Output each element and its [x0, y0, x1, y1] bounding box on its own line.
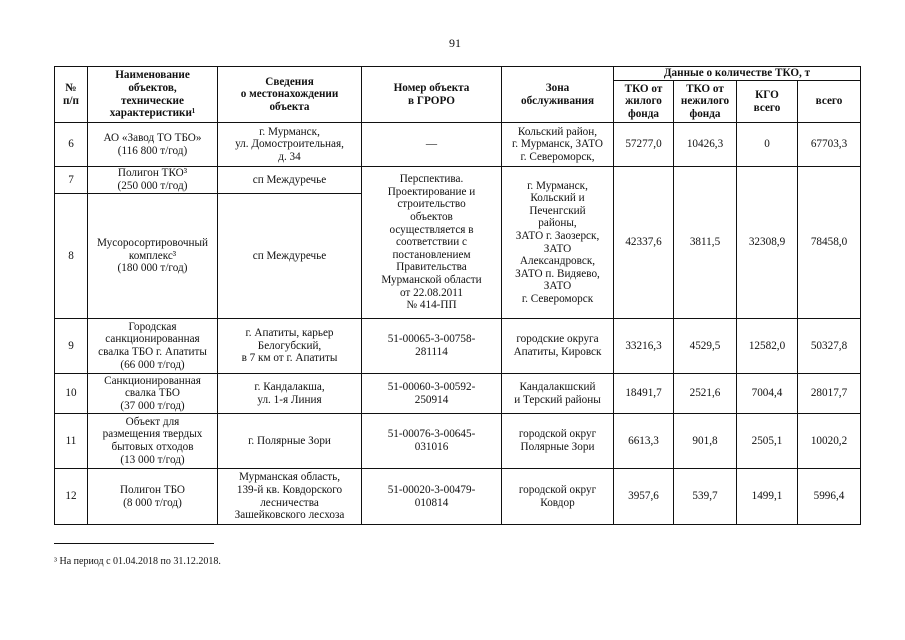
cell-tko-nonhousing: 901,8: [674, 414, 737, 469]
footnote: ³ На период с 01.04.2018 по 31.12.2018.: [54, 556, 221, 567]
cell-location: сп Междуречье: [218, 167, 362, 194]
table-row: [55, 469, 861, 525]
cell-tko-housing: 3957,6: [614, 469, 674, 525]
cell-zone: Кандалакшский и Терский районы: [502, 374, 614, 414]
cell-zone: городские округа Апатиты, Кировск: [502, 319, 614, 374]
cell-tko-housing: 33216,3: [614, 319, 674, 374]
cell-tko-nonhousing: 2521,6: [674, 374, 737, 414]
header-tko-housing: ТКО от жилого фонда: [614, 81, 674, 123]
header-name: Наименование объектов, технические характеристики¹: [88, 67, 218, 123]
header-location: Сведения о местонахождении объекта: [218, 67, 362, 123]
cell-groro-merged: Перспектива. Проектирование и строительство объектов осуществляется в соответствии с постановлением Правительства Мурманской области от 22.08.2011 № 414-ПП: [362, 167, 502, 319]
header-tko-nonhousing: ТКО от нежилого фонда: [674, 81, 737, 123]
cell-location: г. Апатиты, карьер Белогубский, в 7 км от г. Апатиты: [218, 319, 362, 374]
cell-num: 11: [55, 414, 88, 469]
table-row: [55, 123, 861, 167]
header-total: всего: [798, 81, 861, 123]
cell-location: г. Кандалакша, ул. 1-я Линия: [218, 374, 362, 414]
cell-name: Полигон ТБО (8 000 т/год): [88, 469, 218, 525]
cell-location: Мурманская область, 139-й кв. Ковдорского лесничества Зашейковского лесхоза: [218, 469, 362, 525]
cell-num: 6: [55, 123, 88, 167]
cell-location: сп Междуречье: [218, 194, 362, 319]
cell-zone: Кольский район, г. Мурманск, ЗАТО г. Североморск,: [502, 123, 614, 167]
cell-kgo: 12582,0: [737, 319, 798, 374]
cell-total: 5996,4: [798, 469, 861, 525]
cell-zone-merged: г. Мурманск, Кольский и Печенгский районы, ЗАТО г. Заозерск, ЗАТО Александровск, ЗАТО п. Видяево, ЗАТО г. Североморск: [502, 167, 614, 319]
page-number: 91: [449, 36, 461, 50]
cell-location: г. Мурманск, ул. Домостроительная, д. 34: [218, 123, 362, 167]
cell-kgo-merged: 32308,9: [737, 167, 798, 319]
cell-zone: городской округ Полярные Зори: [502, 414, 614, 469]
cell-name: Городская санкционированная свалка ТБО г. Апатиты (66 000 т/год): [88, 319, 218, 374]
cell-name: Полигон ТКО³ (250 000 т/год): [88, 167, 218, 194]
cell-groro: 51-00065-3-00758- 281114: [362, 319, 502, 374]
cell-kgo: 2505,1: [737, 414, 798, 469]
cell-kgo: 7004,4: [737, 374, 798, 414]
cell-tko-nonhousing: 4529,5: [674, 319, 737, 374]
cell-name: Санкционированная свалка ТБО (37 000 т/год): [88, 374, 218, 414]
header-num: № п/п: [55, 67, 88, 123]
header-kgo: КГО всего: [737, 81, 798, 123]
cell-tko-nonhousing-merged: 3811,5: [674, 167, 737, 319]
cell-num: 7: [55, 167, 88, 194]
cell-name: Объект для размещения твердых бытовых отходов (13 000 т/год): [88, 414, 218, 469]
cell-tko-nonhousing: 10426,3: [674, 123, 737, 167]
cell-num: 9: [55, 319, 88, 374]
cell-groro: —: [362, 123, 502, 167]
cell-tko-housing: 6613,3: [614, 414, 674, 469]
cell-num: 8: [55, 194, 88, 319]
cell-total: 10020,2: [798, 414, 861, 469]
cell-zone: городской округ Ковдор: [502, 469, 614, 525]
cell-groro: 51-00060-3-00592- 250914: [362, 374, 502, 414]
cell-kgo: 0: [737, 123, 798, 167]
cell-groro: 51-00020-3-00479- 010814: [362, 469, 502, 525]
cell-total-merged: 78458,0: [798, 167, 861, 319]
cell-groro: 51-00076-3-00645- 031016: [362, 414, 502, 469]
cell-name: АО «Завод ТО ТБО» (116 800 т/год): [88, 123, 218, 167]
cell-name: Мусоросортировочный комплекс³ (180 000 т/год): [88, 194, 218, 319]
table-row: [55, 414, 861, 469]
cell-num: 12: [55, 469, 88, 525]
table-row: [55, 167, 861, 194]
cell-tko-housing-merged: 42337,6: [614, 167, 674, 319]
cell-location: г. Полярные Зори: [218, 414, 362, 469]
cell-kgo: 1499,1: [737, 469, 798, 525]
waste-facilities-table: [54, 66, 861, 525]
cell-tko-housing: 57277,0: [614, 123, 674, 167]
header-zone: Зона обслуживания: [502, 67, 614, 123]
header-tko-group: Данные о количестве ТКО, т: [614, 67, 861, 81]
table-row: [55, 374, 861, 414]
cell-total: 28017,7: [798, 374, 861, 414]
cell-total: 67703,3: [798, 123, 861, 167]
footnote-divider: [54, 543, 214, 544]
cell-tko-housing: 18491,7: [614, 374, 674, 414]
table-row: [55, 319, 861, 374]
cell-num: 10: [55, 374, 88, 414]
cell-total: 50327,8: [798, 319, 861, 374]
header-groro: Номер объекта в ГРОРО: [362, 67, 502, 123]
cell-tko-nonhousing: 539,7: [674, 469, 737, 525]
